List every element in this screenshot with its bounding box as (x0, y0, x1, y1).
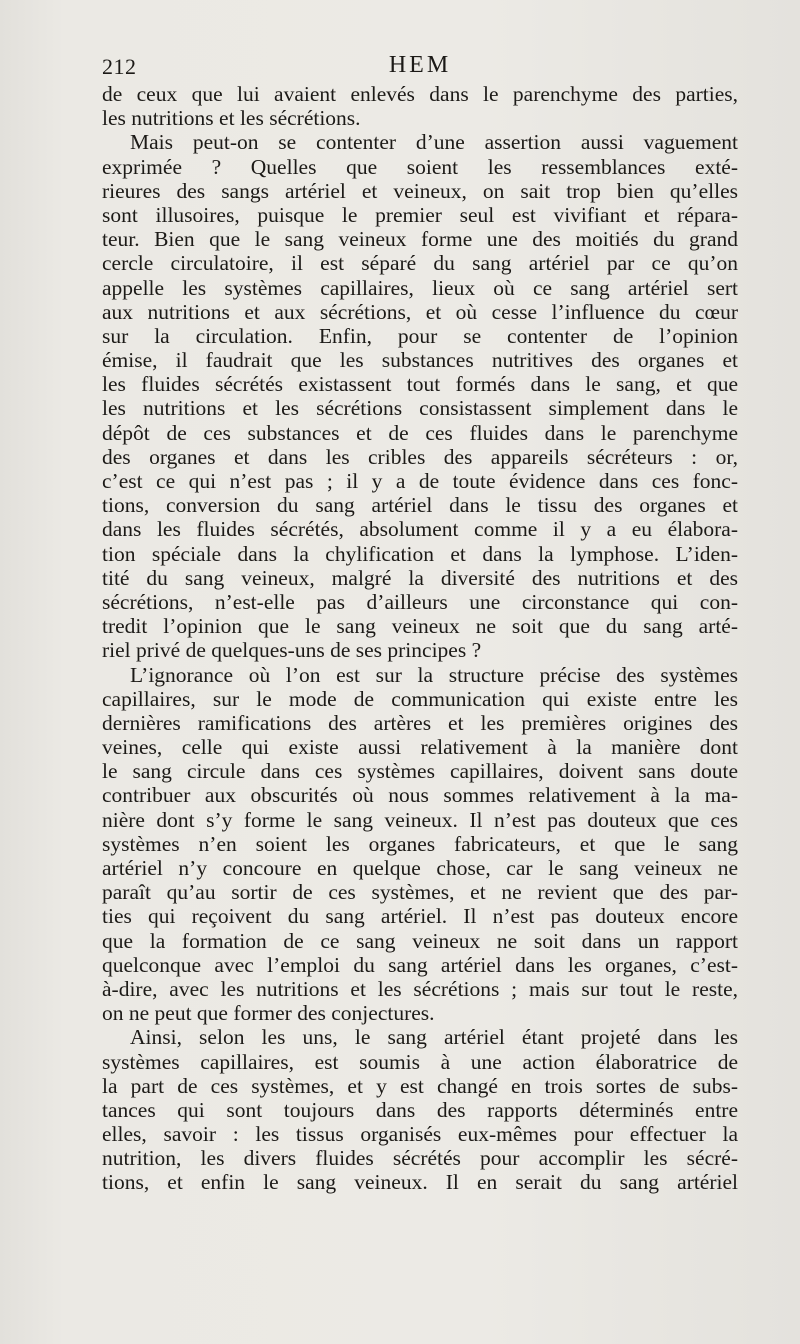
text-line: quelconque avec l’emploi du sang artériel dans les organes, c’est- (102, 952, 738, 977)
text-line: rieures des sangs artériel et veineux, on sait trop bien qu’elles (102, 178, 738, 203)
text-line: sur la circulation. Enfin, pour se contenter de l’opinion (102, 323, 738, 348)
running-head: HEM (388, 52, 452, 78)
text-line: des organes et dans les cribles des appareils sécréteurs : or, (102, 444, 738, 469)
text-line: veines, celle qui existe aussi relativement à la manière dont (102, 735, 738, 760)
text-line: c’est ce qui n’est pas ; il y a de toute évidence dans ces fonc- (102, 469, 738, 493)
text-line: à-dire, avec les nutritions et les sécrétions ; mais sur tout le reste, (102, 976, 738, 1001)
text-line: tances qui sont toujours dans des rapports déterminés entre (102, 1097, 738, 1122)
text-line: exprimée ? Quelles que soient les ressemblances exté- (102, 154, 738, 179)
text-line: que la formation de ce sang veineux ne soit dans un rapport (102, 928, 738, 953)
text-line: paraît qu’au sortir de ces systèmes, et ne revient que des par- (102, 880, 738, 905)
text-line: systèmes n’en soient les organes fabricateurs, et que le sang (102, 831, 738, 856)
text-line: dépôt de ces substances et de ces fluides dans le parenchyme (102, 420, 738, 445)
text-line: riel privé de quelques-uns de ses principes ? (102, 638, 482, 663)
text-line: elles, savoir : les tissus organisés eux-mêmes pour effectuer la (102, 1122, 738, 1147)
text-line: on ne peut que former des conjectures. (102, 1001, 435, 1026)
body-text (102, 82, 738, 1195)
text-line: appelle les systèmes capillaires, lieux où ce sang artériel sert (102, 275, 738, 300)
text-line: systèmes capillaires, est soumis à une action élaboratrice de (102, 1049, 738, 1074)
text-line: capillaires, sur le mode de communication qui existe entre les (102, 686, 738, 711)
text-line: contribuer aux obscurités où nous sommes relativement à la ma- (102, 783, 738, 808)
text-line: cercle circulatoire, il est séparé du sang artériel par ce qu’on (102, 251, 738, 276)
text-line: L’ignorance où l’on est sur la structure précise des systèmes (130, 662, 738, 687)
text-line: de ceux que lui avaient enlevés dans le parenchyme des parties, (102, 82, 738, 106)
text-line: le sang circule dans ces systèmes capillaires, doivent sans doute (102, 759, 738, 784)
text-line: sécrétions, n’est-elle pas d’ailleurs une circonstance qui con- (102, 589, 738, 614)
text-line: les nutritions et les sécrétions consistassent simplement dans le (102, 396, 738, 421)
text-line: tions, et enfin le sang veineux. Il en serait du sang artériel (102, 1170, 738, 1195)
text-line: aux nutritions et aux sécrétions, et où cesse l’influence du cœur (102, 299, 738, 324)
text-line: la part de ces systèmes, et y est changé en trois sortes de subs- (102, 1073, 738, 1098)
text-line: dans les fluides sécrétés, absolument comme il y a eu élabora- (102, 517, 738, 542)
text-line: teur. Bien que le sang veineux forme une des moitiés du grand (102, 227, 738, 252)
text-line: les nutritions et les sécrétions. (102, 106, 361, 131)
text-line: les fluides sécrétés existassent tout formés dans le sang, et que (102, 372, 738, 397)
text-line: nière dont s’y forme le sang veineux. Il n’est pas douteux que ces (102, 807, 738, 832)
text-line: sont illusoires, puisque le premier seul est vivifiant et répara- (102, 202, 738, 227)
text-line: tité du sang veineux, malgré la diversité des nutritions et des (102, 565, 738, 590)
text-line: Ainsi, selon les uns, le sang artériel étant projeté dans les (130, 1025, 738, 1050)
text-line: tion spéciale dans la chylification et dans la lymphose. L’iden- (102, 541, 738, 566)
text-line: Mais peut-on se contenter d’une assertion aussi vaguement (130, 130, 738, 155)
page-header (102, 48, 738, 84)
text-line: émise, il faudrait que les substances nutritives des organes et (102, 348, 738, 373)
text-line: artériel n’y concoure en quelque chose, car le sang veineux ne (102, 856, 738, 880)
text-line: tions, conversion du sang artériel dans le tissu des organes et (102, 493, 738, 518)
text-line: tredit l’opinion que le sang veineux ne soit que du sang arté- (102, 614, 738, 639)
text-line: nutrition, les divers fluides sécrétés pour accomplir les sécré- (102, 1146, 738, 1171)
page-number: 212 (102, 54, 137, 79)
text-line: ties qui reçoivent du sang artériel. Il n’est pas douteux encore (102, 904, 738, 929)
text-line: dernières ramifications des artères et les premières origines des (102, 710, 738, 735)
